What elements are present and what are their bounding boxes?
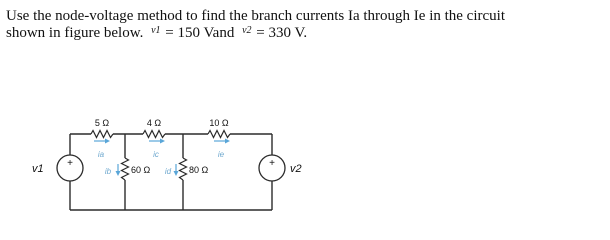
current-c-label: ic	[153, 150, 159, 159]
current-arrows	[94, 139, 230, 177]
v1-value: = 150 Vand	[165, 25, 235, 41]
question-line-2-prefix: shown in figure below.	[6, 25, 144, 41]
source-left-plus: +	[67, 158, 73, 169]
r-80-label: 80 Ω	[189, 165, 209, 175]
current-a-label: ia	[97, 150, 105, 159]
current-d-label: id	[164, 167, 172, 176]
resistor-10-ohm	[208, 131, 230, 138]
current-b-label: ib	[104, 167, 112, 176]
resistor-5-ohm	[91, 131, 113, 138]
r-60-label: 60 Ω	[131, 165, 151, 175]
source-right-plus: +	[269, 158, 275, 169]
v2-symbol: v2	[242, 25, 252, 36]
resistor-60-ohm	[122, 158, 129, 180]
circuit-diagram	[28, 108, 308, 228]
r-4-label: 4 Ω	[146, 118, 162, 128]
v1-symbol: v1	[151, 25, 161, 36]
v2-value: = 330 V.	[256, 25, 308, 41]
r-10-label: 10 Ω	[209, 118, 229, 128]
question-text	[6, 8, 604, 43]
source-left-label: v1	[32, 163, 44, 175]
question-line-1: Use the node-voltage method to find the branch currents Ia through Ie in the circuit	[6, 8, 505, 24]
current-e-label: ie	[217, 150, 225, 159]
resistor-80-ohm	[180, 158, 187, 180]
r-5-label: 5 Ω	[94, 118, 110, 128]
source-right-label: v2	[290, 163, 302, 175]
resistor-4-ohm	[143, 131, 165, 138]
